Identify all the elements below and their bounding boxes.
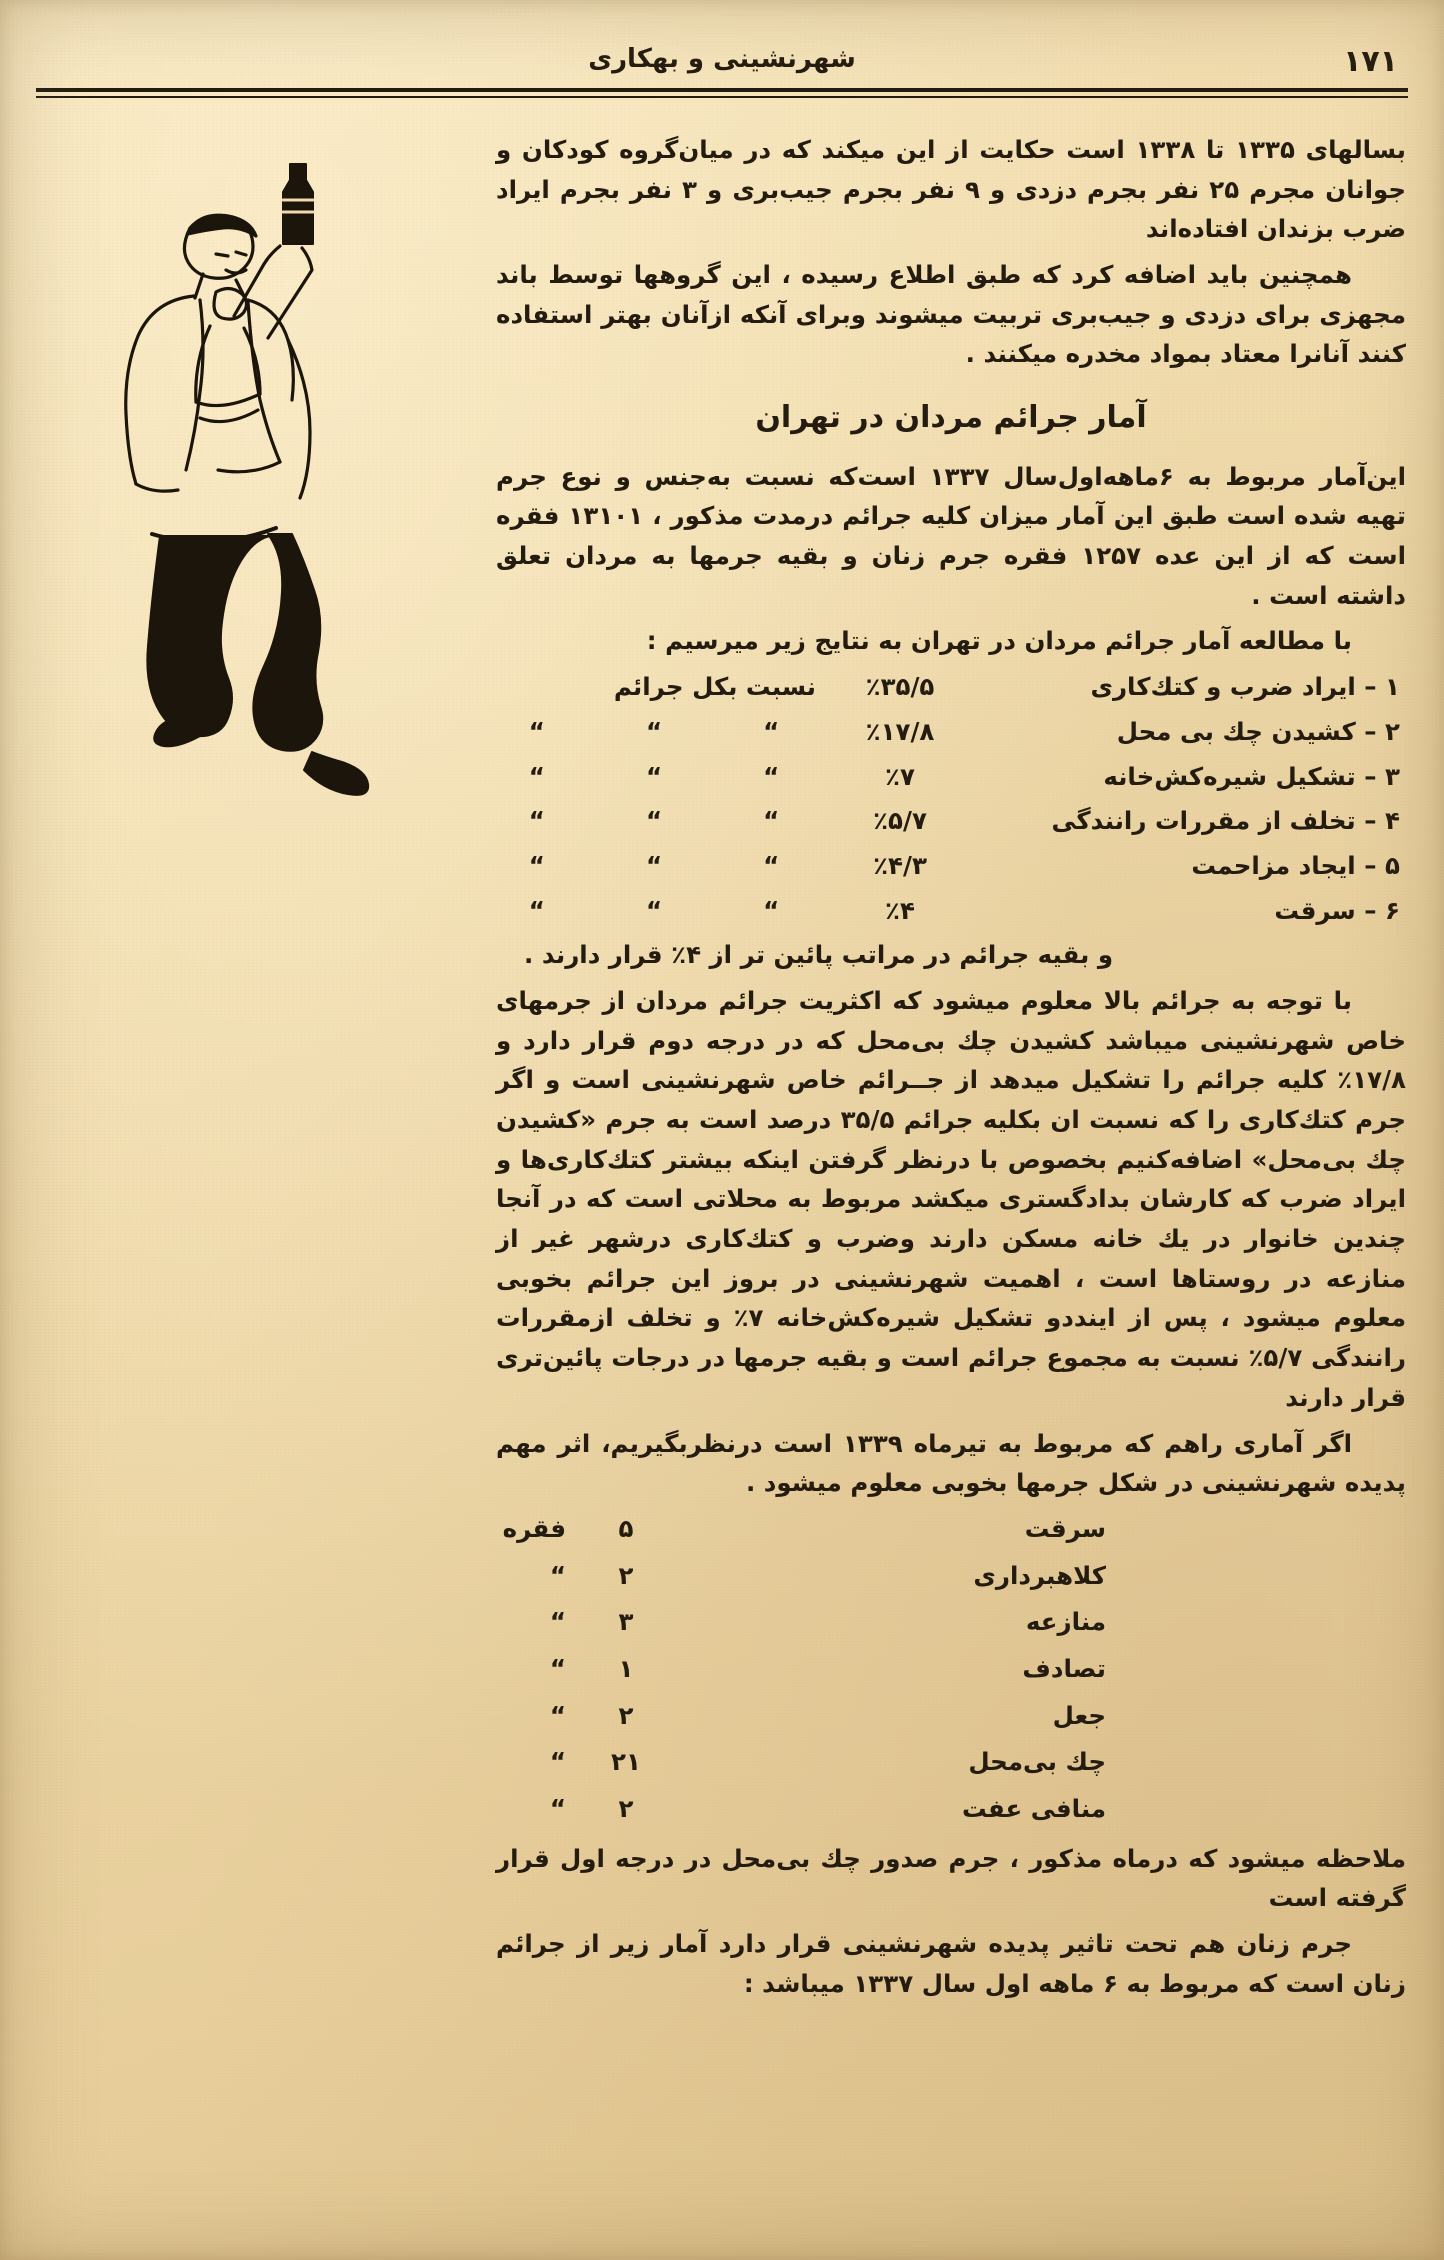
count-unit: “ xyxy=(549,1560,566,1590)
count-value: ۳ xyxy=(618,1607,634,1637)
count-value: ۵ xyxy=(618,1513,634,1543)
running-head-title: شهرنشینی و بهکاری xyxy=(588,44,856,74)
main-text-column xyxy=(496,130,1406,2009)
count-unit: “ xyxy=(549,1653,566,1683)
table-row xyxy=(496,1696,1406,1736)
page-number: ۱۷۱ xyxy=(1343,44,1398,79)
count-unit: “ xyxy=(549,1607,566,1637)
stat-percent: ٪۱۷/۸ xyxy=(865,716,935,746)
stat-percent: ٪۴ xyxy=(885,895,915,925)
page-header xyxy=(40,38,1404,90)
count-label: منافی عفت xyxy=(961,1794,1106,1824)
stat-percent: ٪۳۵/۵ xyxy=(865,672,935,702)
stat-label: ۴ – تخلف از مقررات رانندگی xyxy=(1051,806,1400,836)
paragraph-4: با مطالعه آمار جرائم مردان در تهران به نتایج زیر میرسیم : xyxy=(646,626,1352,656)
table-row xyxy=(496,1509,1406,1549)
list-item xyxy=(496,667,1406,707)
table-row xyxy=(496,1602,1406,1642)
divider-thin-line xyxy=(36,96,1408,98)
stat-label: ۳ – تشکیل شیره‌کش‌خانه xyxy=(1103,761,1400,791)
paragraph-8: ملاحظه میشود که درماه مذکور ، جرم صدور چك بی‌محل در درجه اول قرار گرفته است xyxy=(496,1843,1406,1913)
stat-ditto: “ “ “ xyxy=(528,761,808,791)
count-value: ۱ xyxy=(618,1653,634,1683)
stat-ditto: “ “ “ xyxy=(528,716,808,746)
count-unit: “ xyxy=(549,1700,566,1730)
count-label: کلاهبرداری xyxy=(973,1560,1106,1590)
stat-percent: ٪۴/۳ xyxy=(873,850,927,880)
count-label: سرقت xyxy=(1024,1513,1106,1543)
table-row xyxy=(496,1556,1406,1596)
paragraph-6: با توجه به جرائم بالا معلوم میشود که اکثریت جرائم مردان از جرمهای خاص شهرنشینی میباشد کشیدن چك بی‌محل که در درجه دوم قرار دارد و ۱۷/۸٪ کلیه جرائم را تشکیل میدهد از جــرائم خاص شهرنشینی است و اگر جرم کتك‌کاری را که نسبت ‌ان بکلیه جرائم ۳۵/۵ درصد است به جرم «کشیدن چك بی‌محل» اضافه‌کنیم بخصوص با درنظر گرفتن اینکه بیشتر کتك‌کاری‌ها و ایراد ضرب که کارشان بدادگستری میکشد مربوط به محلاتی است که در آنجا چندین خانوار در یك خانه مسکن دارند وضرب و کتك‌کاری درشهر غیر از منازعه در روستاها است ، اهمیت شهرنشینی در بروز این جرائم بخوبی معلوم میشود ، پس از اینددو تشکیل شیره‌کش‌خانه ۷٪ و تخلف ازمقررات رانندگی ۵/۷٪ نسبت به مجموع جرائم است و بقیه جرمها در درجات پائین‌تری قرار دارند xyxy=(496,985,1406,1412)
count-unit: فقره xyxy=(502,1513,566,1543)
stat-label: ۵ – ایجاد مزاحمت xyxy=(1191,850,1400,880)
list-item xyxy=(496,712,1406,752)
count-value: ۲ xyxy=(618,1700,634,1730)
paragraph-3: این‌آمار مربوط به ۶ماهه‌اول‌سال ۱۳۳۷ است‌که نسبت به‌جنس و نوع جرم تهیه شده است طبق این آمار میزان کلیه جرائم درمدت مذکور ، ۱۳۱۰۱ فقره است که از این عده ۱۲۵۷ فقره جرم زنان و بقیه جرمها به مردان تعلق داشته است . xyxy=(496,461,1406,610)
count-value: ۲۱ xyxy=(611,1747,641,1777)
count-unit: “ xyxy=(549,1794,566,1824)
stat-ditto: “ “ “ xyxy=(528,895,808,925)
table-row xyxy=(496,1789,1406,1829)
count-label: تصادف xyxy=(1022,1653,1106,1683)
list-item xyxy=(496,846,1406,886)
count-label: چك بی‌محل xyxy=(968,1747,1106,1777)
table-row xyxy=(496,1649,1406,1689)
list-item xyxy=(496,757,1406,797)
list-item xyxy=(496,891,1406,931)
divider-thick-line xyxy=(36,88,1408,92)
table-row xyxy=(496,1742,1406,1782)
count-unit: “ xyxy=(549,1747,566,1777)
count-value: ۲ xyxy=(618,1560,634,1590)
section-heading: آمار جرائم مردان در تهران xyxy=(755,400,1147,436)
header-divider xyxy=(36,88,1408,98)
crime-statistics-list xyxy=(496,667,1406,930)
stat-ditto: “ “ “ xyxy=(528,806,808,836)
stat-label: ۲ – کشیدن چك بی محل xyxy=(1116,716,1400,746)
paragraph-2: همچنین باید اضافه کرد که طبق اطلاع رسیده ، این گروهها توسط باند مجهزی برای دزدی و جیب‌بری تربیت میشوند وبرای آنکه ازآنان بهتر استفاده کنند آنانرا معتاد بمواد مخدره میکنند . xyxy=(496,260,1406,369)
man-holding-bottle-drawing xyxy=(40,150,440,840)
count-value: ۲ xyxy=(618,1794,634,1824)
stat-label: ۱ – ایراد ضرب و کتك‌کاری xyxy=(1090,672,1400,702)
stat-percent: ٪۵/۷ xyxy=(873,806,927,836)
count-label: جعل xyxy=(1052,1700,1106,1730)
paragraph-9: جرم زنان هم تحت تاثیر پدیده شهرنشینی قرار دارد آمار زیر از جرائم زنان است که مربوط به ۶ ماهه اول سال ۱۳۳۷ میباشد : xyxy=(496,1929,1406,1998)
stat-percent: ٪۷ xyxy=(885,761,915,791)
paragraph-1: بسالهای ۱۳۳۵ تا ۱۳۳۸ است حکایت از این میکند که در میان‌گروه کودکان و جوانان مجرم ۲۵ نفر بجرم دزدی و ۹ نفر بجرم جیب‌بری و ۳ نفر بجرم ایراد ضرب بزندان افتاده‌اند xyxy=(496,135,1406,244)
stat-ditto: “ “ “ xyxy=(528,850,808,880)
stat-label: ۶ – سرقت xyxy=(1274,895,1400,925)
count-label: منازعه xyxy=(1025,1607,1106,1637)
july-crime-counts-table xyxy=(496,1509,1406,1829)
paragraph-7: اگر آماری راهم که مربوط به تیرماه ۱۳۳۹ است درنظربگیریم، اثر مهم پدیده شهرنشینی در شکل جرمها بخوبی معلوم میشود . xyxy=(496,1428,1406,1498)
paragraph-5: و بقیه جرائم در مراتب پائین تر از ۴٪ قرار دارند . xyxy=(524,940,1114,970)
stat-note: نسبت بکل جرائم xyxy=(613,672,816,702)
list-item xyxy=(496,801,1406,841)
